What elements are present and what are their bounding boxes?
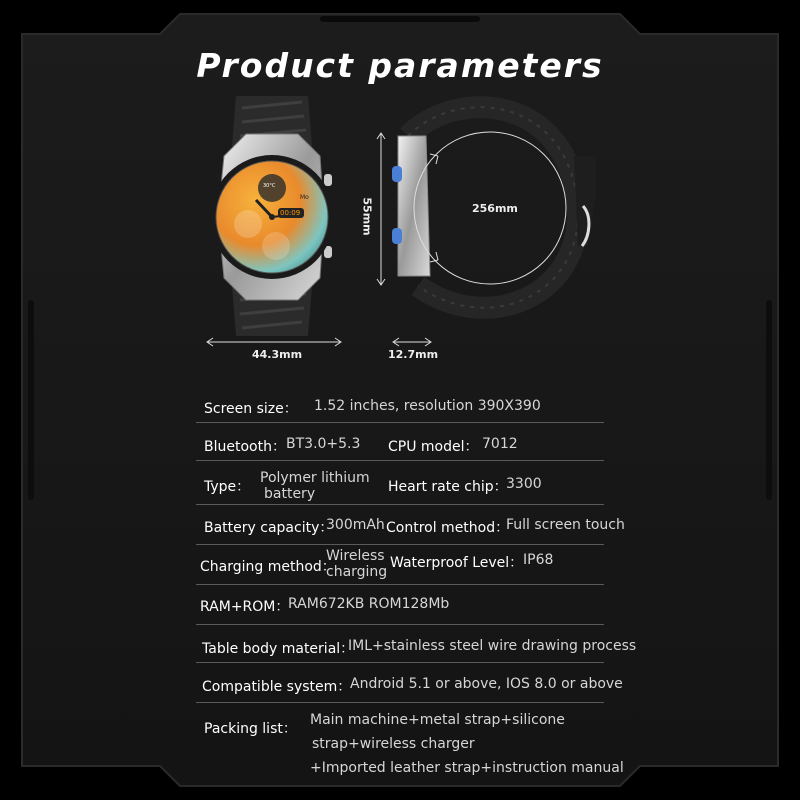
thickness-label: 12.7mm [388,348,439,361]
watch-face-temp: 30°C [263,183,276,189]
spec-value: battery [264,486,316,502]
spec-label: Bluetooth： [204,439,286,455]
spec-row-charging [196,544,604,585]
spec-value: +Imported leather strap+instruction manual [310,760,624,776]
spec-value: 1.52 inches, resolution 390X390 [314,398,541,414]
width-label: 44.3mm [252,348,303,361]
height-label: 55mm [360,197,374,236]
spec-label: Heart rate chip： [388,479,508,495]
spec-row-battery [196,504,625,545]
watch-front-image [196,96,346,336]
spec-value: Polymer lithium [260,470,370,486]
width-dimension-line [206,337,342,347]
spec-row-type [196,460,604,505]
spec-label: Waterproof Level： [390,555,524,571]
spec-label: Type： [204,479,251,495]
spec-value: 3300 [506,476,542,492]
spec-row-material [196,624,637,663]
spec-label: Charging method： [200,559,336,575]
spec-value: Android 5.1 or above, IOS 8.0 or above [350,676,623,692]
height-dimension-line [376,132,386,286]
spec-row-compatible [196,662,623,703]
spec-value: Full screen touch [506,517,625,533]
spec-value: charging [326,564,388,580]
spec-row-screen [196,390,604,423]
spec-value: BT3.0+5.3 [286,436,361,452]
spec-value: RAM672KB ROM128Mb [288,596,450,612]
spec-row-packing [196,702,624,782]
watch-face-day: Mo [300,194,309,201]
spec-value: IP68 [523,552,554,568]
spec-label: RAM+ROM： [200,599,290,615]
spec-label: Control method： [386,520,510,536]
watch-face-time: 00:09 [280,209,301,217]
spec-label: Battery capacity： [204,520,334,536]
circumference-label: 256mm [472,202,518,215]
spec-row-bluetooth [196,422,604,461]
thickness-dimension-line [392,337,432,347]
spec-row-ramrom [196,584,604,625]
spec-label: Screen size： [204,401,298,417]
page-title: Product parameters [196,46,604,85]
spec-value: Main machine+metal strap+silicone [310,712,565,728]
spec-value: IML+stainless steel wire drawing process [348,638,637,654]
spec-label: CPU model： [388,439,479,455]
watch-side-image [378,96,598,336]
spec-value: Wireless [326,548,385,564]
spec-value: strap+wireless charger [312,736,475,752]
spec-label: Table body material： [202,641,355,657]
spec-value: 300mAh [326,517,385,533]
spec-label: Compatible system： [202,679,352,695]
spec-label: Packing list： [204,721,297,737]
spec-value: 7012 [482,436,518,452]
